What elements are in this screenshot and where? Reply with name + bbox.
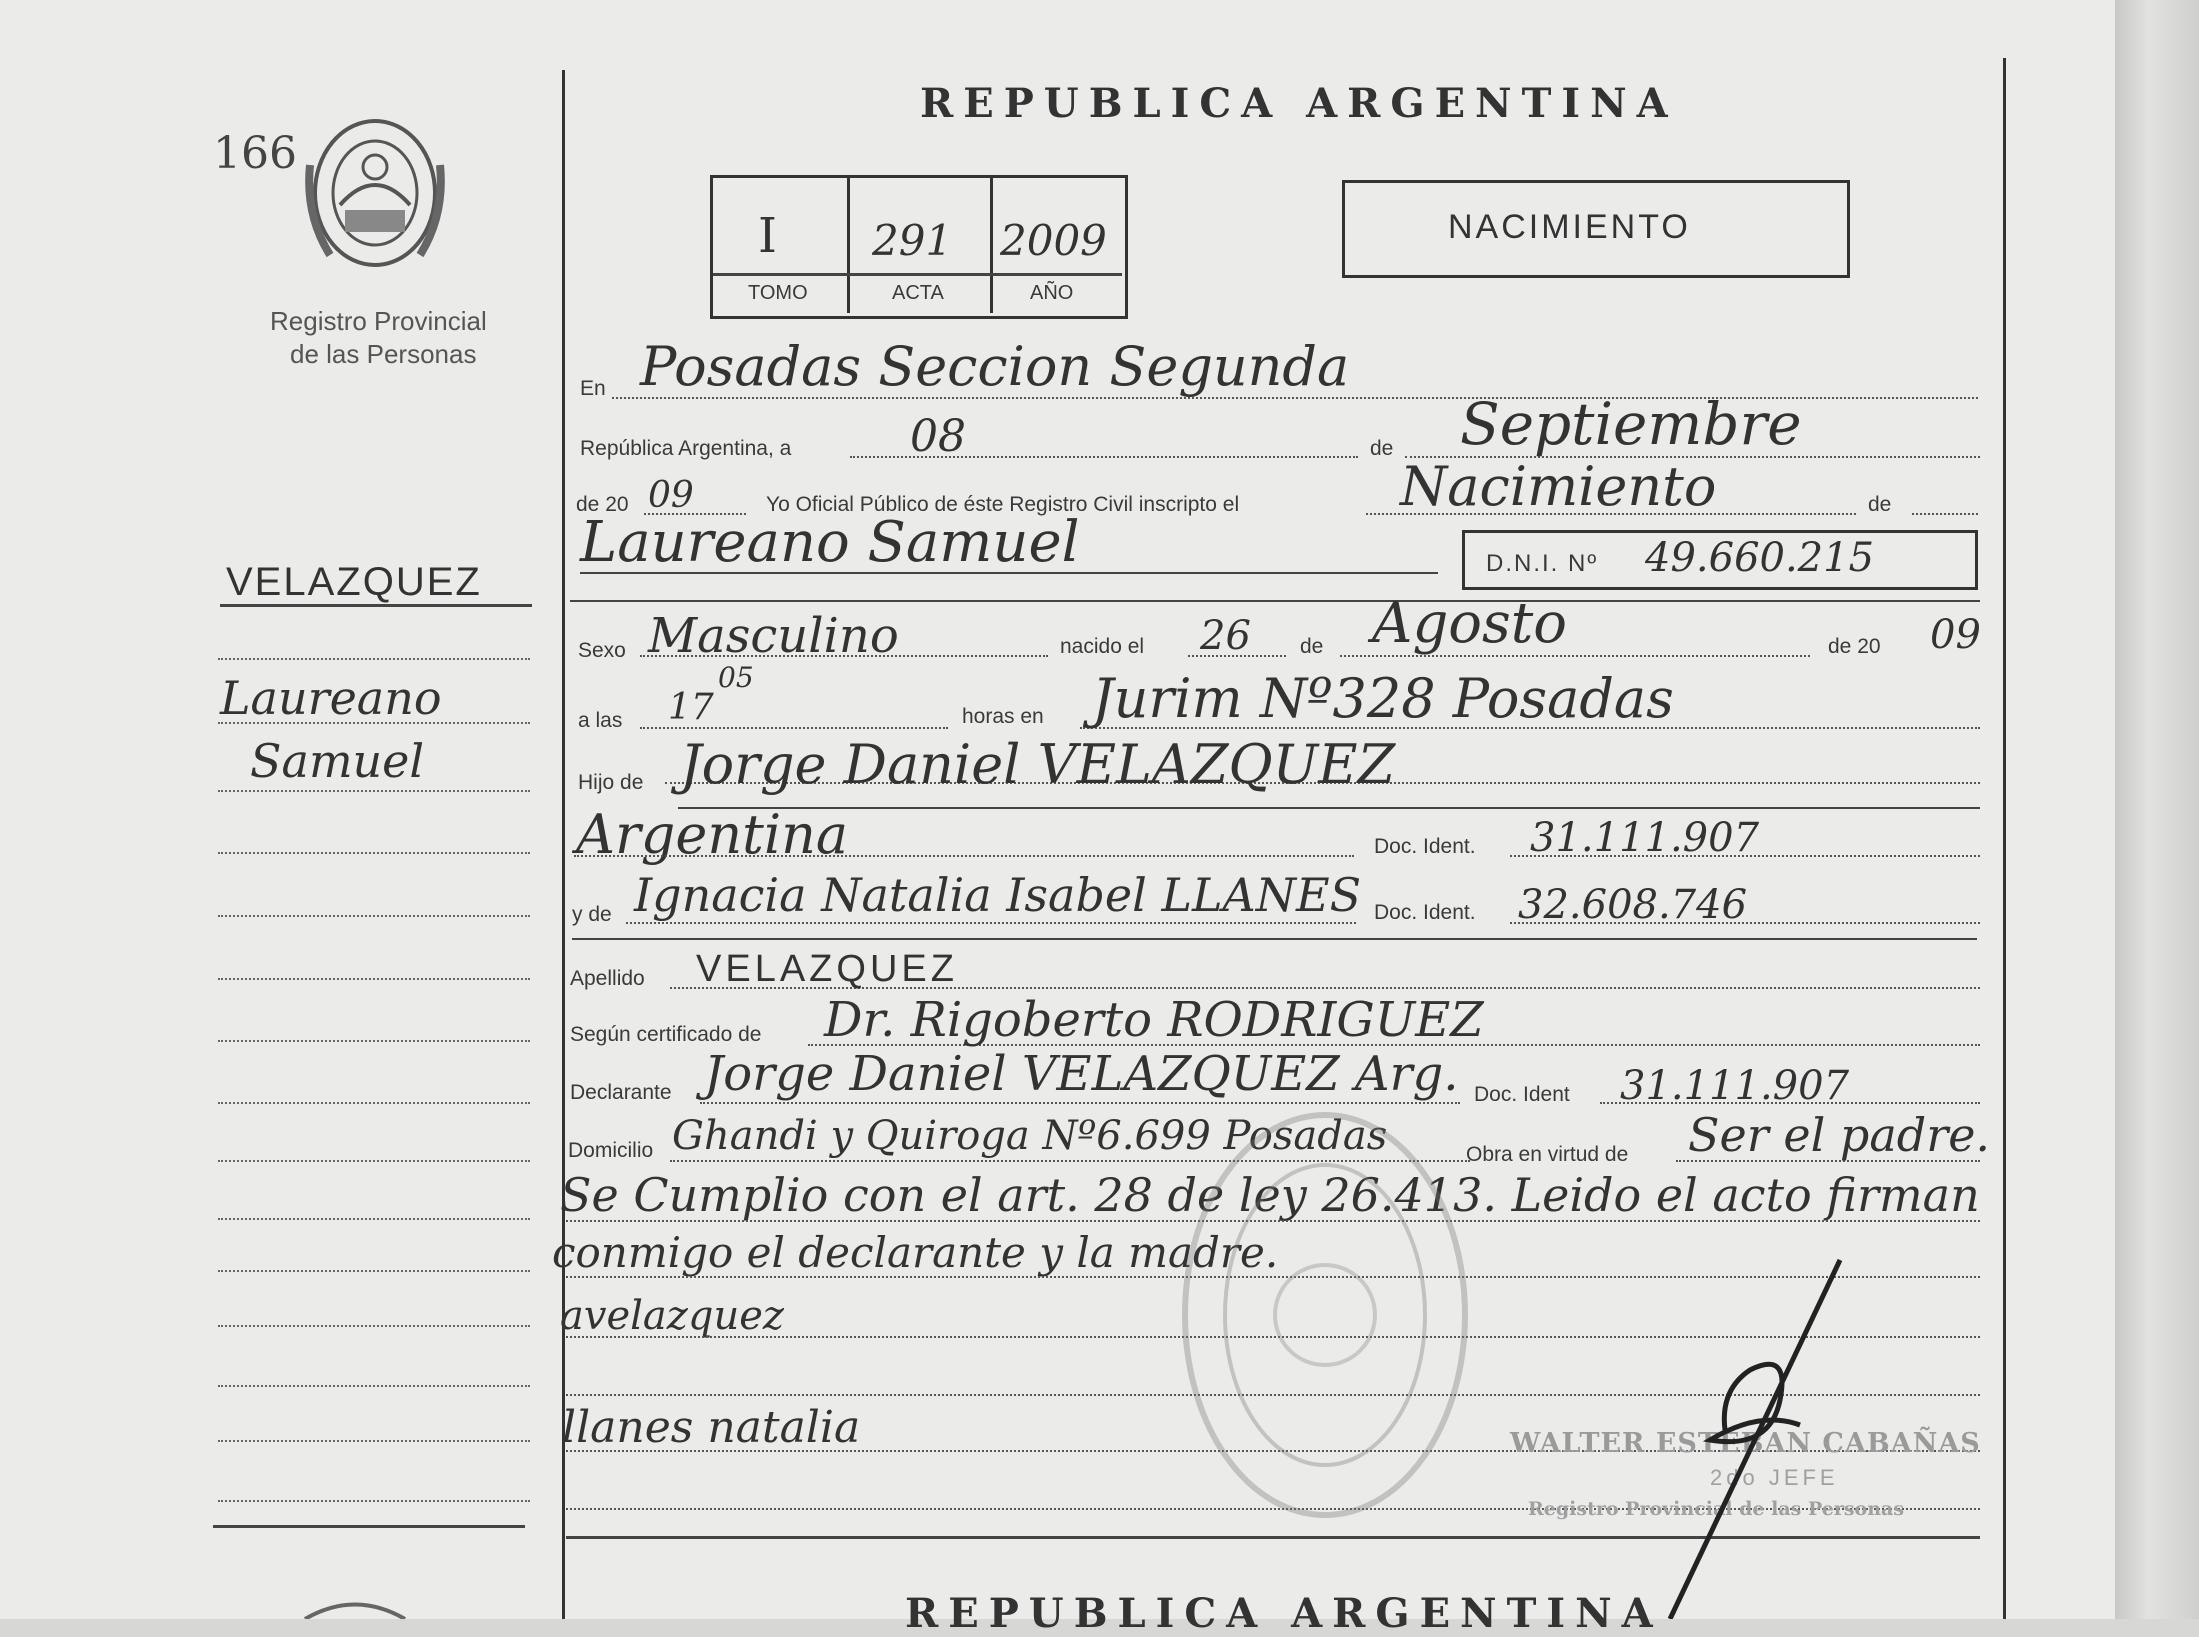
de20-label: de 20 bbox=[1828, 635, 1881, 658]
margin-line bbox=[218, 1218, 530, 1220]
father-nationality: Argentina bbox=[576, 803, 849, 866]
book-binding bbox=[2115, 0, 2199, 1619]
declarante-doc: 31.111.907 bbox=[1620, 1063, 1850, 1109]
tomo-label: TOMO bbox=[748, 282, 808, 304]
declarante-value: Jorge Daniel VELAZQUEZ Arg. bbox=[704, 1046, 1459, 1102]
main-border-right bbox=[2003, 58, 2006, 1619]
margin-line bbox=[218, 1040, 530, 1042]
registry-name-line1: Registro Provincial bbox=[270, 306, 487, 336]
month-value: Septiembre bbox=[1460, 390, 1802, 458]
obra-value: Ser el padre. bbox=[1688, 1108, 1991, 1162]
place-value: Jurim Nº328 Posadas bbox=[1092, 667, 1674, 730]
official-org-stamp: Registro Provincial de las Personas bbox=[1528, 1498, 1905, 1520]
margin-line bbox=[218, 915, 530, 917]
mother-doc: 32.608.746 bbox=[1518, 882, 1748, 928]
notes-line-2: conmigo el declarante y la madre. bbox=[552, 1228, 1279, 1277]
segun-label: Según certificado de bbox=[570, 1023, 762, 1046]
nationality-line bbox=[574, 855, 1354, 857]
margin-line bbox=[218, 722, 530, 724]
horas-label: horas en bbox=[962, 705, 1044, 728]
margin-line bbox=[218, 658, 530, 660]
margin-line bbox=[218, 1270, 530, 1272]
official-name-stamp: WALTER ESTEBAN CABAÑAS bbox=[1510, 1428, 1981, 1459]
doc-label-mother: Doc. Ident. bbox=[1374, 901, 1476, 924]
margin-line bbox=[218, 1160, 530, 1162]
apellido-label: Apellido bbox=[570, 967, 645, 990]
apellido-value: VELAZQUEZ bbox=[696, 948, 958, 990]
domicilio-value: Ghandi y Quiroga Nº6.699 Posadas bbox=[672, 1113, 1388, 1159]
dni-value: 49.660.215 bbox=[1645, 535, 1875, 581]
year-value: 09 bbox=[648, 475, 694, 516]
margin-surname: VELAZQUEZ bbox=[226, 560, 482, 604]
declarant-signature: avelazquez bbox=[560, 1293, 784, 1339]
de-label-3: de bbox=[1300, 635, 1324, 658]
margin-line bbox=[218, 1102, 530, 1104]
birth-day: 26 bbox=[1200, 613, 1251, 659]
separator-line bbox=[570, 600, 1980, 602]
official-title-stamp: 2do JEFE bbox=[1710, 1465, 1839, 1490]
anio-label: AÑO bbox=[1030, 282, 1074, 304]
sexo-label: Sexo bbox=[578, 639, 626, 662]
minute-value: 05 bbox=[718, 661, 754, 694]
year-label: de 20 bbox=[576, 493, 629, 516]
hijo-label: Hijo de bbox=[578, 771, 644, 794]
country-heading: REPUBLICA ARGENTINA bbox=[920, 80, 1678, 127]
margin-line bbox=[218, 1325, 530, 1327]
table-divider bbox=[990, 178, 993, 313]
yde-label: y de bbox=[572, 903, 612, 926]
separator-line bbox=[572, 938, 1977, 940]
mother-line bbox=[626, 922, 1356, 924]
margin-line bbox=[218, 790, 530, 792]
declarante-label: Declarante bbox=[570, 1081, 672, 1104]
en-value: Posadas Seccion Segunda bbox=[640, 335, 1350, 398]
birth-month: Agosto bbox=[1372, 591, 1567, 656]
main-border-left bbox=[562, 70, 565, 1619]
father-doc: 31.111.907 bbox=[1530, 815, 1760, 861]
acta-label: ACTA bbox=[892, 282, 944, 304]
oficial-text: Yo Oficial Público de éste Registro Civil inscripto el bbox=[766, 493, 1240, 516]
obra-label: Obra en virtud de bbox=[1466, 1143, 1629, 1166]
acta-value: 291 bbox=[872, 216, 953, 265]
provincial-seal-icon bbox=[300, 105, 450, 275]
anio-value: 2009 bbox=[1000, 216, 1107, 265]
registry-name-line2: de las Personas bbox=[290, 339, 477, 369]
table-divider bbox=[847, 178, 850, 313]
birth-year: 09 bbox=[1930, 612, 1981, 658]
de-label-2: de bbox=[1868, 493, 1892, 516]
table-divider bbox=[713, 273, 1122, 276]
separator-line bbox=[678, 807, 1980, 809]
margin-line bbox=[218, 1385, 530, 1387]
nacido-label: nacido el bbox=[1060, 635, 1145, 658]
name-line bbox=[580, 572, 1438, 574]
round-seal-stamp-icon bbox=[1175, 1105, 1475, 1525]
tomo-value: I bbox=[758, 208, 777, 264]
doc-ident-label: Doc. Ident bbox=[1474, 1083, 1570, 1106]
margin-bottom-rule bbox=[213, 1525, 525, 1528]
sexo-value: Masculino bbox=[648, 608, 899, 664]
de-line-2 bbox=[1912, 513, 1978, 515]
page-number: 166 bbox=[213, 128, 297, 179]
margin-line bbox=[218, 1500, 530, 1502]
margin-given-name-1: Laureano bbox=[220, 671, 442, 725]
declarante-line bbox=[700, 1102, 1460, 1104]
en-label: En bbox=[580, 377, 606, 400]
day-value: 08 bbox=[910, 411, 966, 462]
doc-label: Doc. Ident. bbox=[1374, 835, 1476, 858]
alas-label: a las bbox=[578, 709, 623, 732]
dni-label: D.N.I. Nº bbox=[1486, 550, 1599, 577]
mother-name: Ignacia Natalia Isabel LLANES bbox=[634, 868, 1362, 922]
margin-line bbox=[218, 1440, 530, 1442]
provincial-seal-icon bbox=[300, 1600, 410, 1619]
inscripto-value: Nacimiento bbox=[1400, 455, 1717, 518]
de-label: de bbox=[1370, 437, 1394, 460]
next-entry-heading: REPUBLICA ARGENTINA bbox=[905, 1590, 1663, 1637]
domicilio-label: Domicilio bbox=[568, 1139, 654, 1162]
margin-surname-underline bbox=[220, 604, 532, 607]
certificado-value: Dr. Rigoberto RODRIGUEZ bbox=[824, 992, 1484, 1048]
republica-label: República Argentina, a bbox=[580, 437, 792, 460]
mother-signature: llanes natalia bbox=[562, 1402, 861, 1453]
father-name: Jorge Daniel VELAZQUEZ bbox=[680, 733, 1396, 796]
margin-line bbox=[218, 978, 530, 980]
document-type: NACIMIENTO bbox=[1448, 208, 1691, 246]
hour-value: 17 bbox=[668, 687, 714, 728]
notes-line-1: Se Cumplio con el art. 28 de ley 26.413. Leido el acto firman bbox=[560, 1168, 1980, 1222]
child-name: Laureano Samuel bbox=[580, 510, 1080, 575]
margin-given-name-2: Samuel bbox=[250, 734, 425, 788]
official-signature-icon bbox=[1600, 1250, 1860, 1619]
margin-line bbox=[218, 852, 530, 854]
